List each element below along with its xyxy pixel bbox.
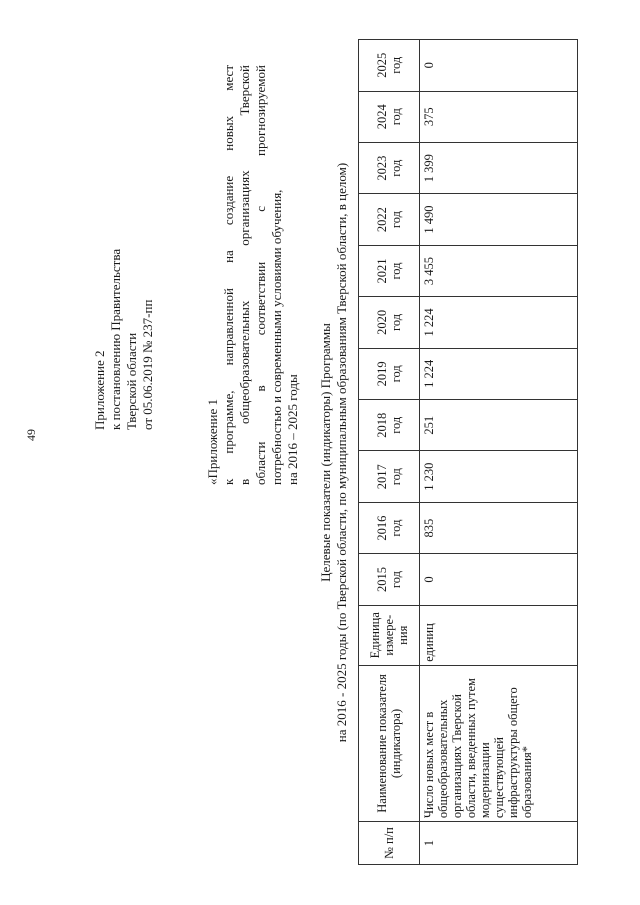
indicators-table	[358, 39, 578, 865]
annex-line: области в соответствии с прогнозируемой	[253, 65, 268, 485]
header-year: 2018 год	[359, 400, 420, 451]
table-row	[420, 40, 578, 865]
cell-value: 1 230	[420, 451, 578, 502]
annex-line: в общеобразовательных организациях Тверской	[237, 65, 252, 485]
cell-value: 251	[420, 400, 578, 451]
cell-value: 1 490	[420, 194, 578, 245]
header-year: 2021 год	[359, 245, 420, 296]
appendix-line: от 05.06.2019 № 237-пп	[140, 299, 155, 430]
annex-line: на 2016 – 2025 годы	[285, 374, 300, 485]
cell-num: 1	[420, 822, 578, 865]
header-name: Наименование показателя (индикатора)	[359, 665, 420, 821]
appendix-header	[92, 100, 156, 430]
cell-value: 0	[420, 554, 578, 605]
cell-unit: единиц	[420, 605, 578, 665]
annex-line: к программе, направленной на создание новых мест	[221, 65, 236, 485]
appendix-line: к постановлению Правительства	[108, 248, 123, 430]
header-year: 2019 год	[359, 348, 420, 399]
header-year: 2016 год	[359, 502, 420, 553]
cell-value: 3 455	[420, 245, 578, 296]
header-year: 2022 год	[359, 194, 420, 245]
appendix-line: Тверской области	[124, 332, 139, 430]
cell-value: 1 399	[420, 142, 578, 193]
header-year: 2025 год	[359, 40, 420, 92]
table-header-row	[359, 40, 420, 865]
cell-value: 375	[420, 91, 578, 142]
cell-indicator-name: Число новых мест в общеобразовательных организациях Тверской области, введенных путем модернизации существующей инфраструктуры общего образования*	[420, 665, 578, 821]
cell-value: 1 224	[420, 297, 578, 348]
page-number: 49	[24, 429, 38, 441]
cell-value: 1 224	[420, 348, 578, 399]
header-year: 2015 год	[359, 554, 420, 605]
header-unit: Единица измере-ния	[359, 605, 420, 665]
annex-line: «Приложение 1	[205, 398, 220, 485]
cell-value: 0	[420, 40, 578, 92]
header-year: 2017 год	[359, 451, 420, 502]
cell-value: 835	[420, 502, 578, 553]
caption-title: Целевые показатели (индикаторы) Программы	[318, 323, 333, 582]
header-num: № п/п	[359, 822, 420, 865]
header-year: 2023 год	[359, 142, 420, 193]
caption-subtitle: на 2016 - 2025 годы (по Тверской области, по муниципальным образованиям Тверской области, в целом)	[334, 162, 349, 743]
appendix-line: Приложение 2	[92, 350, 107, 430]
header-year: 2024 год	[359, 91, 420, 142]
annex-line: потребностью и современными условиями обучения,	[269, 189, 284, 485]
table-caption	[318, 0, 350, 905]
header-year: 2020 год	[359, 297, 420, 348]
annex-header	[205, 65, 301, 485]
